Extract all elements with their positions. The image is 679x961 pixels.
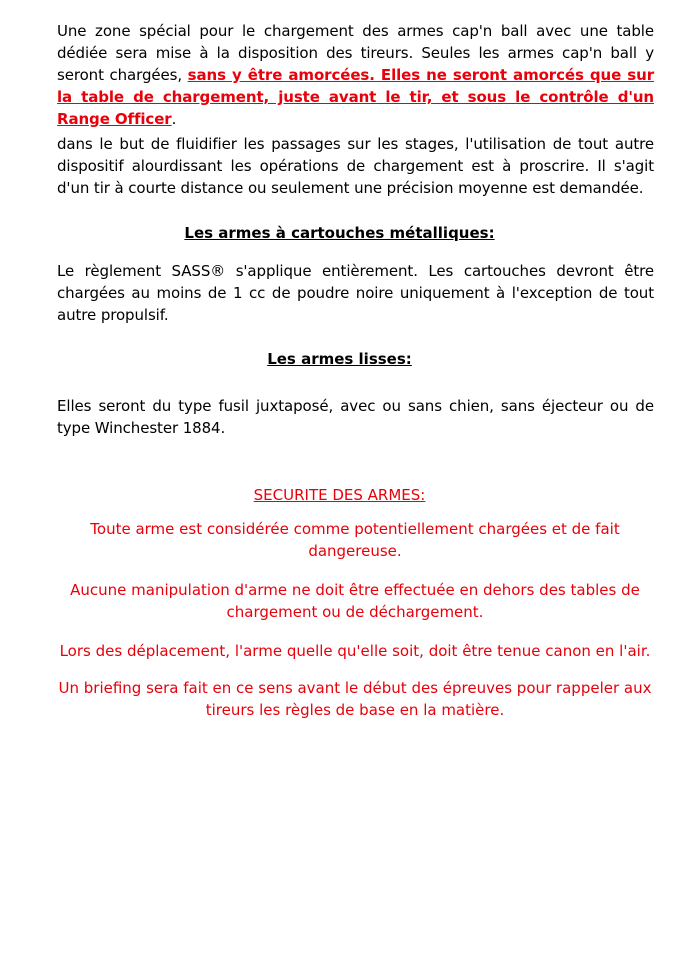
- paragraph-capnball-text: Une zone spécial pour le chargement des armes cap'n ball avec une table dédiée sera mise à la disposition des tireurs. Seules les armes cap'n ball y seront chargées,: [57, 22, 654, 84]
- safety-rule-1: Toute arme est considérée comme potentiellement chargées et de fait dangereuse.: [90, 520, 620, 560]
- paragraph-capnball-emphasis: sans y être amorcées. Elles ne seront amorcés que sur la table de chargement, juste avant le tir, et sous le contrôle d'un Range Officer: [57, 66, 654, 128]
- heading-metal-cartridges-label: Les armes à cartouches métalliques:: [184, 224, 495, 242]
- paragraph-smoothbore: Elles seront du type fusil juxtaposé, avec ou sans chien, sans éjecteur ou de type Winchester 1884.: [57, 397, 654, 437]
- heading-smoothbore-label: Les armes lisses:: [267, 350, 412, 368]
- paragraph-capnball-loading: [57, 20, 654, 130]
- heading-metal-cartridges: [0, 222, 679, 244]
- safety-title-label: SECURITE DES ARMES:: [253, 486, 426, 504]
- safety-rule-3: Lors des déplacement, l'arme quelle qu'elle soit, doit être tenue canon en l'air.: [59, 642, 651, 660]
- heading-smoothbore: [0, 348, 679, 370]
- safety-rule-4: Un briefing sera fait en ce sens avant le début des épreuves pour rappeler aux tireurs les règles de base en la matière.: [58, 679, 652, 719]
- paragraph-capnball-period: .: [171, 110, 177, 128]
- paragraph-fluidity: dans le but de fluidifier les passages sur les stages, l'utilisation de tout autre dispositif alourdissant les opérations de chargement est à proscrire. Il s'agit d'un tir à courte distance ou seulement une précision moyenne est demandée.: [57, 135, 654, 197]
- paragraph-sass-rules: Le règlement SASS® s'applique entièrement. Les cartouches devront être chargées au moins de 1 cc de poudre noire uniquement à l'exception de tout autre propulsif.: [57, 262, 654, 324]
- safety-rule-2: Aucune manipulation d'arme ne doit être effectuée en dehors des tables de chargement ou de déchargement.: [70, 581, 640, 621]
- safety-title: [0, 484, 679, 506]
